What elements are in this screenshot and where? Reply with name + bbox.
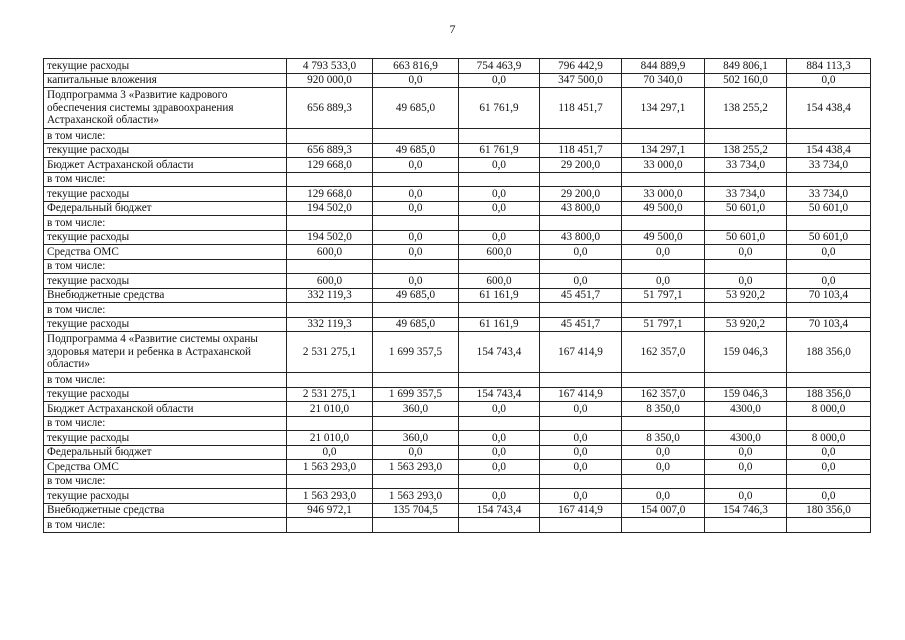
value-cell: 162 357,0: [622, 387, 705, 402]
value-cell: [705, 259, 787, 274]
value-cell: 0,0: [459, 158, 540, 173]
value-cell: [705, 172, 787, 187]
value-cell: [373, 416, 459, 431]
value-cell: 29 200,0: [540, 187, 622, 202]
page-number: 7: [449, 22, 456, 36]
value-cell: 0,0: [622, 445, 705, 460]
value-cell: [459, 129, 540, 144]
value-cell: 0,0: [459, 187, 540, 202]
value-cell: 0,0: [705, 489, 787, 504]
table-row: [44, 474, 871, 489]
row-label: в том числе:: [44, 474, 287, 489]
table-row: [44, 373, 871, 388]
value-cell: [287, 518, 373, 533]
value-cell: 70 103,4: [787, 288, 871, 303]
value-cell: [787, 259, 871, 274]
table-row: [44, 503, 871, 518]
table-row: [44, 416, 871, 431]
value-cell: [287, 216, 373, 231]
value-cell: 49 685,0: [373, 317, 459, 332]
value-cell: 0,0: [622, 274, 705, 289]
value-cell: 0,0: [459, 445, 540, 460]
value-cell: [540, 373, 622, 388]
value-cell: [787, 373, 871, 388]
value-cell: [787, 474, 871, 489]
table-row: [44, 129, 871, 144]
value-cell: 138 255,2: [705, 143, 787, 158]
value-cell: 1 699 357,5: [373, 387, 459, 402]
value-cell: 656 889,3: [287, 143, 373, 158]
value-cell: 154 743,4: [459, 387, 540, 402]
value-cell: 134 297,1: [622, 88, 705, 129]
value-cell: 180 356,0: [787, 503, 871, 518]
table-row: [44, 259, 871, 274]
value-cell: 159 046,3: [705, 332, 787, 373]
table-row: [44, 288, 871, 303]
value-cell: 2 531 275,1: [287, 332, 373, 373]
row-label: капитальные вложения: [44, 73, 287, 88]
value-cell: 49 500,0: [622, 201, 705, 216]
value-cell: 1 563 293,0: [373, 489, 459, 504]
value-cell: 600,0: [287, 274, 373, 289]
value-cell: [459, 259, 540, 274]
value-cell: 1 699 357,5: [373, 332, 459, 373]
row-label: текущие расходы: [44, 431, 287, 446]
value-cell: 188 356,0: [787, 387, 871, 402]
value-cell: [787, 416, 871, 431]
value-cell: 849 806,1: [705, 59, 787, 74]
value-cell: 0,0: [705, 460, 787, 475]
row-label: Внебюджетные средства: [44, 503, 287, 518]
value-cell: 0,0: [705, 274, 787, 289]
value-cell: 61 761,9: [459, 88, 540, 129]
table-row: [44, 518, 871, 533]
value-cell: 656 889,3: [287, 88, 373, 129]
budget-table-body: [44, 59, 871, 533]
value-cell: 0,0: [787, 460, 871, 475]
value-cell: [287, 172, 373, 187]
value-cell: [622, 373, 705, 388]
row-label: текущие расходы: [44, 489, 287, 504]
value-cell: 844 889,9: [622, 59, 705, 74]
value-cell: 0,0: [373, 274, 459, 289]
value-cell: 159 046,3: [705, 387, 787, 402]
value-cell: [705, 303, 787, 318]
row-label: текущие расходы: [44, 387, 287, 402]
row-label: в том числе:: [44, 216, 287, 231]
table-row: [44, 460, 871, 475]
value-cell: 0,0: [373, 158, 459, 173]
value-cell: [540, 129, 622, 144]
value-cell: 0,0: [540, 274, 622, 289]
value-cell: 43 800,0: [540, 230, 622, 245]
value-cell: 0,0: [622, 245, 705, 260]
value-cell: 0,0: [705, 445, 787, 460]
value-cell: 0,0: [373, 73, 459, 88]
value-cell: 53 920,2: [705, 288, 787, 303]
value-cell: 0,0: [787, 73, 871, 88]
value-cell: 0,0: [373, 187, 459, 202]
row-label: Федеральный бюджет: [44, 201, 287, 216]
row-label: Федеральный бюджет: [44, 445, 287, 460]
table-row: [44, 59, 871, 74]
value-cell: [622, 216, 705, 231]
value-cell: 0,0: [459, 230, 540, 245]
value-cell: 332 119,3: [287, 288, 373, 303]
row-label: в том числе:: [44, 373, 287, 388]
value-cell: 0,0: [787, 445, 871, 460]
table-row: [44, 303, 871, 318]
value-cell: 33 000,0: [622, 158, 705, 173]
value-cell: [373, 373, 459, 388]
table-row: [44, 245, 871, 260]
table-row: [44, 187, 871, 202]
value-cell: 663 816,9: [373, 59, 459, 74]
value-cell: 49 685,0: [373, 88, 459, 129]
value-cell: 134 297,1: [622, 143, 705, 158]
value-cell: 8 350,0: [622, 402, 705, 417]
value-cell: 0,0: [459, 73, 540, 88]
row-label: в том числе:: [44, 172, 287, 187]
value-cell: [540, 303, 622, 318]
value-cell: [373, 216, 459, 231]
table-row: [44, 143, 871, 158]
value-cell: 0,0: [540, 245, 622, 260]
row-label: текущие расходы: [44, 274, 287, 289]
value-cell: [705, 474, 787, 489]
value-cell: 33 734,0: [787, 187, 871, 202]
value-cell: [622, 474, 705, 489]
value-cell: 1 563 293,0: [287, 460, 373, 475]
value-cell: 600,0: [287, 245, 373, 260]
value-cell: [287, 129, 373, 144]
value-cell: 360,0: [373, 402, 459, 417]
value-cell: 502 160,0: [705, 73, 787, 88]
value-cell: 8 350,0: [622, 431, 705, 446]
value-cell: 21 010,0: [287, 431, 373, 446]
value-cell: 154 746,3: [705, 503, 787, 518]
value-cell: 33 000,0: [622, 187, 705, 202]
value-cell: 0,0: [373, 201, 459, 216]
value-cell: 4300,0: [705, 431, 787, 446]
value-cell: 61 161,9: [459, 288, 540, 303]
table-row: [44, 402, 871, 417]
table-row: [44, 216, 871, 231]
value-cell: [622, 303, 705, 318]
value-cell: 118 451,7: [540, 88, 622, 129]
value-cell: [373, 259, 459, 274]
value-cell: [459, 303, 540, 318]
row-label: текущие расходы: [44, 59, 287, 74]
value-cell: 135 704,5: [373, 503, 459, 518]
value-cell: [287, 474, 373, 489]
value-cell: 49 685,0: [373, 288, 459, 303]
table-row: [44, 230, 871, 245]
row-label: Средства ОМС: [44, 245, 287, 260]
value-cell: 0,0: [459, 201, 540, 216]
value-cell: 0,0: [287, 445, 373, 460]
value-cell: 4 793 533,0: [287, 59, 373, 74]
row-label: текущие расходы: [44, 230, 287, 245]
value-cell: 154 438,4: [787, 143, 871, 158]
value-cell: [787, 129, 871, 144]
value-cell: [622, 518, 705, 533]
row-label: Подпрограмма 4 «Развитие системы охраны здоровья матери и ребенка в Астраханской области»: [44, 332, 287, 373]
value-cell: 0,0: [622, 489, 705, 504]
value-cell: 0,0: [787, 489, 871, 504]
row-label: текущие расходы: [44, 317, 287, 332]
value-cell: 0,0: [540, 489, 622, 504]
value-cell: [705, 373, 787, 388]
value-cell: 138 255,2: [705, 88, 787, 129]
row-label: в том числе:: [44, 416, 287, 431]
value-cell: 118 451,7: [540, 143, 622, 158]
value-cell: [459, 172, 540, 187]
value-cell: 50 601,0: [705, 230, 787, 245]
value-cell: 0,0: [705, 245, 787, 260]
value-cell: [459, 216, 540, 231]
row-label: Средства ОМС: [44, 460, 287, 475]
value-cell: [287, 259, 373, 274]
value-cell: 0,0: [373, 230, 459, 245]
value-cell: [373, 129, 459, 144]
value-cell: 167 414,9: [540, 503, 622, 518]
value-cell: 129 668,0: [287, 158, 373, 173]
table-row: [44, 387, 871, 402]
value-cell: [705, 416, 787, 431]
value-cell: [540, 216, 622, 231]
table-row: [44, 445, 871, 460]
value-cell: [540, 518, 622, 533]
value-cell: 360,0: [373, 431, 459, 446]
value-cell: 347 500,0: [540, 73, 622, 88]
row-label: в том числе:: [44, 129, 287, 144]
row-label: Бюджет Астраханской области: [44, 158, 287, 173]
value-cell: [787, 518, 871, 533]
table-row: [44, 73, 871, 88]
table-row: [44, 332, 871, 373]
value-cell: 4300,0: [705, 402, 787, 417]
value-cell: [705, 216, 787, 231]
value-cell: 33 734,0: [787, 158, 871, 173]
value-cell: 154 007,0: [622, 503, 705, 518]
table-row: [44, 274, 871, 289]
value-cell: [540, 474, 622, 489]
value-cell: [373, 303, 459, 318]
value-cell: [622, 172, 705, 187]
value-cell: 194 502,0: [287, 201, 373, 216]
value-cell: 0,0: [787, 274, 871, 289]
value-cell: 33 734,0: [705, 187, 787, 202]
table-row: [44, 88, 871, 129]
value-cell: [459, 373, 540, 388]
value-cell: [787, 303, 871, 318]
value-cell: 167 414,9: [540, 332, 622, 373]
row-label: Внебюджетные средства: [44, 288, 287, 303]
value-cell: [287, 303, 373, 318]
value-cell: 946 972,1: [287, 503, 373, 518]
value-cell: [459, 474, 540, 489]
row-label: в том числе:: [44, 303, 287, 318]
table-row: [44, 489, 871, 504]
value-cell: 0,0: [459, 431, 540, 446]
value-cell: [287, 373, 373, 388]
value-cell: 1 563 293,0: [373, 460, 459, 475]
value-cell: 50 601,0: [787, 201, 871, 216]
budget-table: [43, 58, 871, 533]
row-label: в том числе:: [44, 518, 287, 533]
value-cell: [705, 518, 787, 533]
value-cell: 0,0: [787, 245, 871, 260]
row-label: текущие расходы: [44, 187, 287, 202]
table-row: [44, 431, 871, 446]
value-cell: 0,0: [540, 445, 622, 460]
row-label: в том числе:: [44, 259, 287, 274]
value-cell: 50 601,0: [787, 230, 871, 245]
value-cell: 332 119,3: [287, 317, 373, 332]
value-cell: [373, 518, 459, 533]
value-cell: 45 451,7: [540, 288, 622, 303]
value-cell: 754 463,9: [459, 59, 540, 74]
value-cell: 154 743,4: [459, 503, 540, 518]
value-cell: 70 103,4: [787, 317, 871, 332]
value-cell: 0,0: [540, 460, 622, 475]
value-cell: 21 010,0: [287, 402, 373, 417]
value-cell: 600,0: [459, 274, 540, 289]
value-cell: [622, 259, 705, 274]
row-label: Бюджет Астраханской области: [44, 402, 287, 417]
value-cell: 1 563 293,0: [287, 489, 373, 504]
value-cell: 920 000,0: [287, 73, 373, 88]
value-cell: 61 761,9: [459, 143, 540, 158]
value-cell: [622, 129, 705, 144]
value-cell: 8 000,0: [787, 431, 871, 446]
table-row: [44, 158, 871, 173]
value-cell: 49 500,0: [622, 230, 705, 245]
value-cell: 29 200,0: [540, 158, 622, 173]
value-cell: 154 438,4: [787, 88, 871, 129]
value-cell: [373, 172, 459, 187]
value-cell: 2 531 275,1: [287, 387, 373, 402]
value-cell: [787, 216, 871, 231]
value-cell: [540, 172, 622, 187]
value-cell: 0,0: [540, 402, 622, 417]
value-cell: 49 685,0: [373, 143, 459, 158]
value-cell: [287, 416, 373, 431]
value-cell: 884 113,3: [787, 59, 871, 74]
value-cell: 600,0: [459, 245, 540, 260]
value-cell: 43 800,0: [540, 201, 622, 216]
value-cell: 0,0: [373, 245, 459, 260]
table-row: [44, 172, 871, 187]
value-cell: [459, 416, 540, 431]
value-cell: 8 000,0: [787, 402, 871, 417]
value-cell: [787, 172, 871, 187]
value-cell: 129 668,0: [287, 187, 373, 202]
value-cell: 0,0: [459, 460, 540, 475]
value-cell: 33 734,0: [705, 158, 787, 173]
value-cell: 796 442,9: [540, 59, 622, 74]
value-cell: 0,0: [540, 431, 622, 446]
value-cell: [373, 474, 459, 489]
value-cell: 162 357,0: [622, 332, 705, 373]
value-cell: 51 797,1: [622, 317, 705, 332]
value-cell: 154 743,4: [459, 332, 540, 373]
value-cell: 188 356,0: [787, 332, 871, 373]
row-label: Подпрограмма 3 «Развитие кадрового обеспечения системы здравоохранения Астраханской области»: [44, 88, 287, 129]
value-cell: 70 340,0: [622, 73, 705, 88]
value-cell: 50 601,0: [705, 201, 787, 216]
value-cell: 167 414,9: [540, 387, 622, 402]
value-cell: 194 502,0: [287, 230, 373, 245]
value-cell: [705, 129, 787, 144]
value-cell: 61 161,9: [459, 317, 540, 332]
value-cell: 0,0: [622, 460, 705, 475]
table-row: [44, 317, 871, 332]
value-cell: 0,0: [373, 445, 459, 460]
value-cell: 0,0: [459, 402, 540, 417]
row-label: текущие расходы: [44, 143, 287, 158]
value-cell: 45 451,7: [540, 317, 622, 332]
value-cell: [622, 416, 705, 431]
value-cell: 53 920,2: [705, 317, 787, 332]
value-cell: 0,0: [459, 489, 540, 504]
value-cell: [540, 416, 622, 431]
value-cell: [459, 518, 540, 533]
table-row: [44, 201, 871, 216]
value-cell: 51 797,1: [622, 288, 705, 303]
value-cell: [540, 259, 622, 274]
